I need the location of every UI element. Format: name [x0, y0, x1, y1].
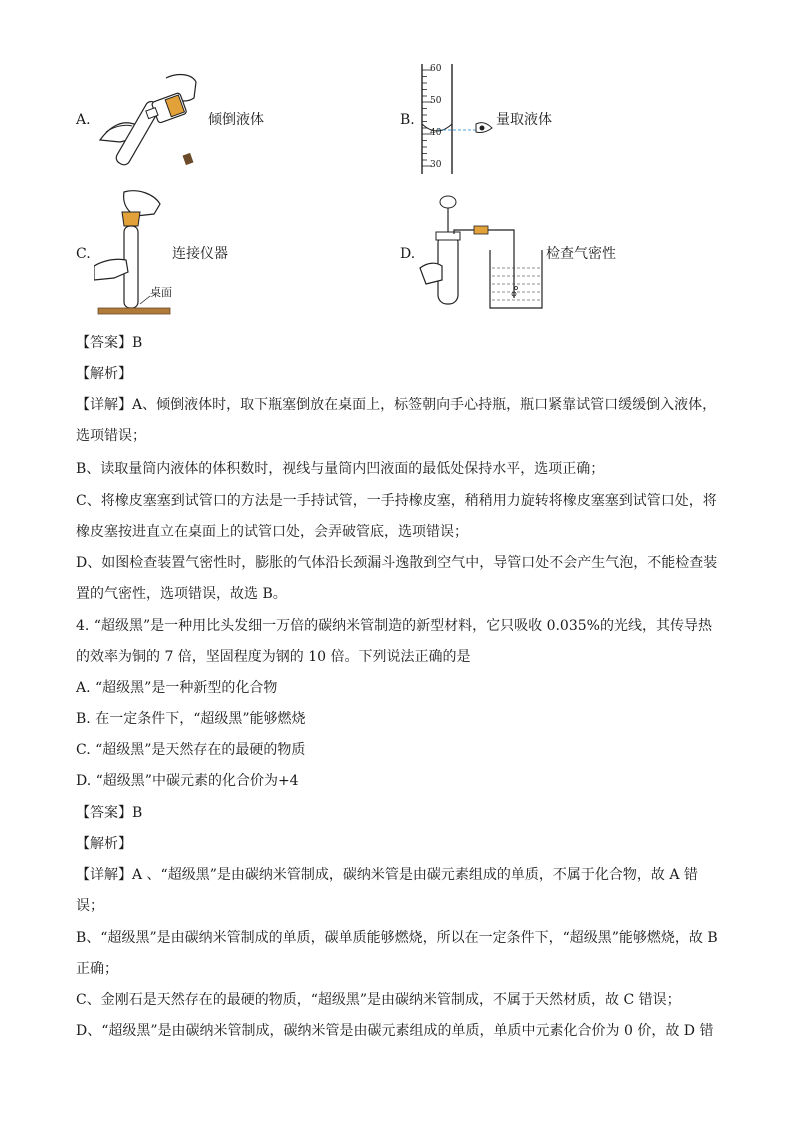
scale-50: 50	[430, 96, 442, 106]
q4-detail-d-line1: D、“超级黑”是由碳纳米管制成，碳纳米管是由碳元素组成的单质，单质中元素化合价为 0 价，故 D 错	[76, 1023, 714, 1039]
q4-choice-b: B. 在一定条件下，“超级黑”能够燃烧	[76, 711, 306, 727]
q4-detail-c: C、金刚石是天然存在的最硬的物质，“超级黑”是由碳纳米管制成，不属于天然材质，故 C 错误；	[76, 992, 681, 1008]
option-b-letter: B.	[400, 112, 415, 128]
q4-stem-line1: 4. “超级黑”是一种用比头发细一万倍的碳纳米管制造的新型材料，它只吸收 0.035%的光线，其传导热	[76, 618, 712, 634]
q3-answer: 【答案】B	[76, 335, 143, 351]
q3-detail-c-line2: 橡皮塞按进直立在桌面上的试管口处，会弄破管底，选项错误；	[76, 524, 468, 540]
q3-detail-c-line1: C、将橡皮塞塞到试管口的方法是一手持试管，一手持橡皮塞，稍稍用力旋转将橡皮塞塞到试管口处，将	[76, 493, 717, 509]
q4-detail-b-line1: B、“超级黑”是由碳纳米管制成的单质，碳单质能够燃烧，所以在一定条件下，“超级黑”能够燃烧，故 B	[76, 930, 718, 946]
pouring-liquid-illustration	[96, 68, 206, 168]
option-b-caption: 量取液体	[496, 112, 552, 128]
scale-30: 30	[430, 160, 442, 170]
q4-choice-a: A. “超级黑”是一种新型的化合物	[76, 680, 278, 696]
q4-detail-a-line1: 【详解】A 、“超级黑”是由碳纳米管制成，碳纳米管是由碳元素组成的单质，不属于化合物，故 A 错	[76, 867, 698, 883]
q4-detail-b-line2: 正确；	[76, 961, 118, 977]
q3-detail-d-line1: D、如图检查装置气密性时，膨胀的气体沿长颈漏斗逸散到空气中，导管口处不会产生气泡，不能检查装	[76, 555, 718, 571]
q4-choice-d: D. “超级黑”中碳元素的化合价为+4	[76, 773, 299, 789]
table-label: 桌面	[150, 286, 172, 299]
scale-60: 60	[430, 64, 442, 74]
q4-answer: 【答案】B	[76, 805, 143, 821]
q3-detail-b: B、读取量筒内液体的体积数时，视线与量筒内凹液面的最低处保持水平，选项正确；	[76, 461, 605, 477]
graduated-cylinder-illustration	[418, 62, 498, 174]
q3-detail-d-line2: 置的气密性，选项错误，故选 B。	[76, 586, 287, 602]
option-c-caption: 连接仪器	[172, 246, 228, 262]
q3-analysis-heading: 【解析】	[76, 366, 132, 382]
q3-detail-a-line1: 【详解】A、倾倒液体时，取下瓶塞倒放在桌面上，标签朝向手心持瓶，瓶口紧靠试管口缓缓倒入液体，	[76, 397, 717, 413]
airtightness-check-illustration	[418, 194, 548, 312]
q4-detail-a-line2: 误；	[76, 898, 104, 914]
scale-40: 40	[430, 128, 442, 138]
q3-detail-a-line2: 选项错误；	[76, 428, 146, 444]
q4-stem-line2: 的效率为铜的 7 倍，坚固程度为钢的 10 倍。下列说法正确的是	[76, 649, 471, 665]
option-a-caption: 倾倒液体	[208, 112, 264, 128]
option-d-caption: 检查气密性	[546, 246, 616, 262]
option-c-letter: C.	[76, 246, 91, 262]
q4-choice-c: C. “超级黑”是天然存在的最硬的物质	[76, 742, 306, 758]
option-d-letter: D.	[400, 246, 416, 262]
q4-analysis-heading: 【解析】	[76, 836, 132, 852]
option-a-letter: A.	[76, 112, 91, 128]
